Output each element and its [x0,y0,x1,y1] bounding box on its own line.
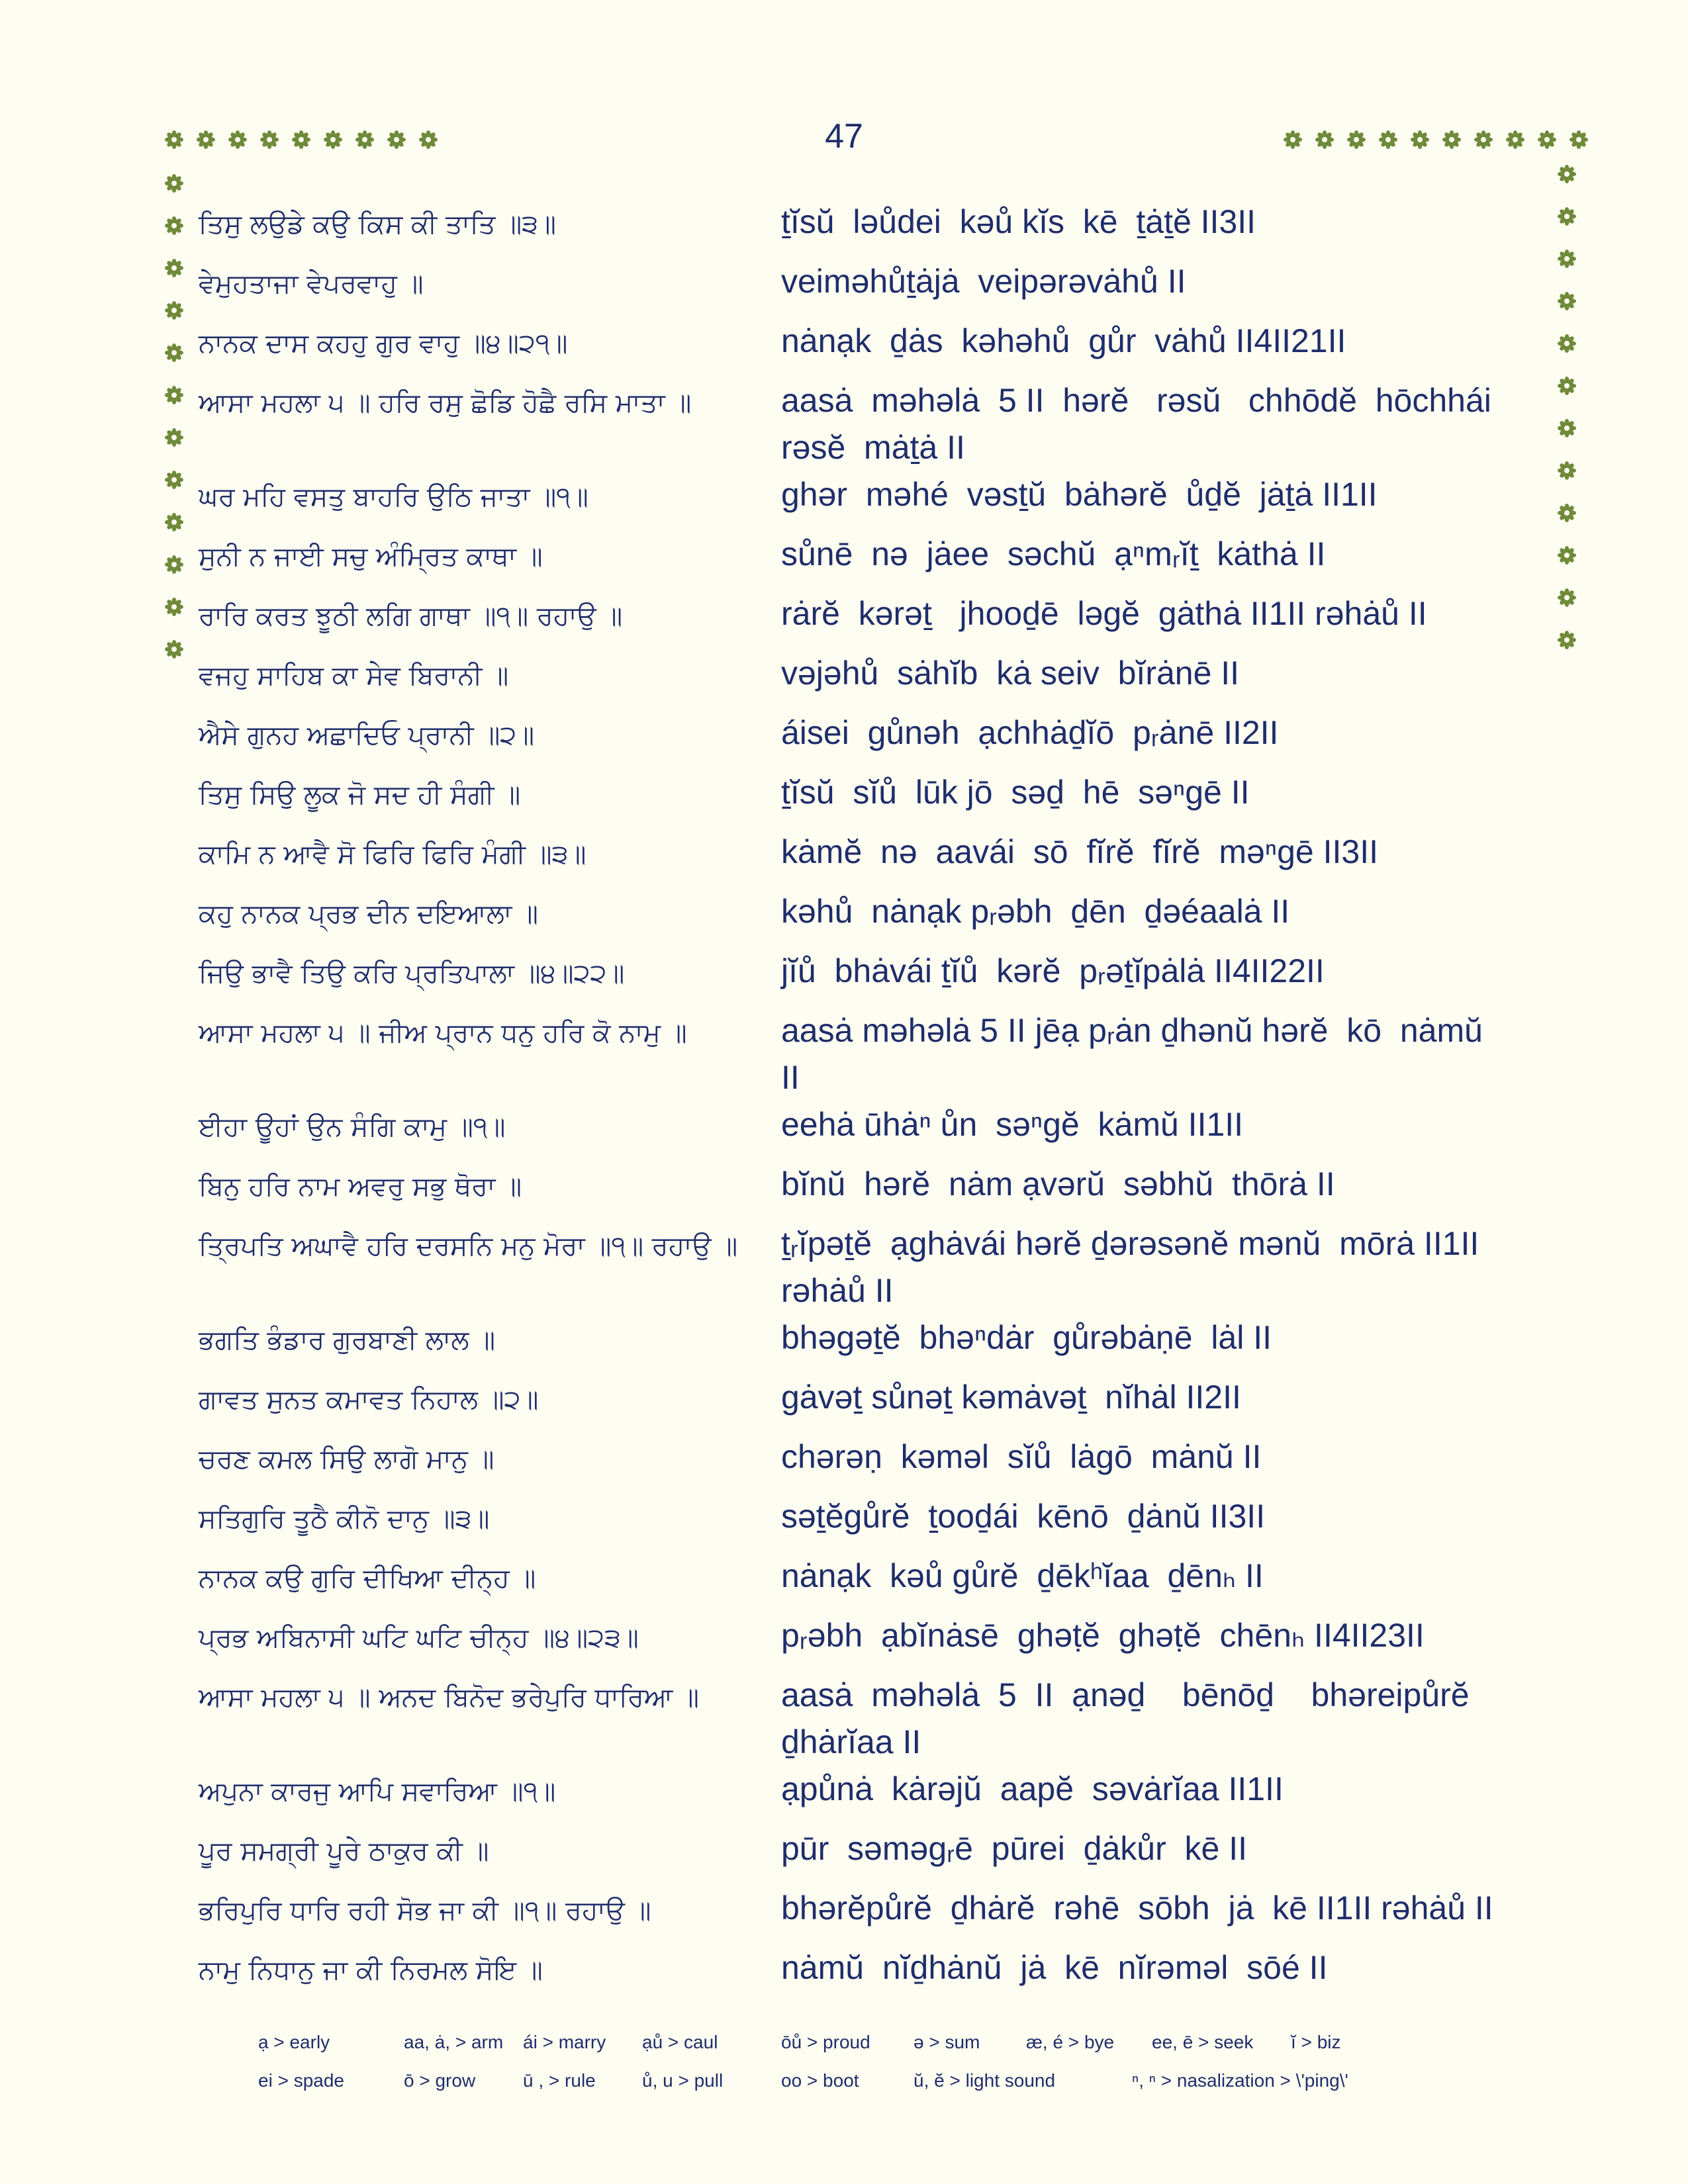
flower-icon [1557,334,1577,353]
flower-icon [355,130,375,150]
flower-icon [1557,206,1577,226]
verse-row [199,948,1529,1007]
verse-row [199,1612,1529,1672]
verse-row [199,709,1529,769]
flower-icon [387,130,406,150]
flower-icon [164,385,184,405]
flower-icon [1557,164,1577,184]
verse-row [199,531,1529,590]
gurmukhi-line: ਸਤਿਗੁਰਿ ਤੂਠੈ ਕੀਨੋ ਦਾਨੁ ॥੩॥ [199,1504,490,1534]
transliteration-line: nȧmŭ nĭḏhȧnŭ jȧ kē nĭrəməl sōé II [781,1949,1328,1986]
gurmukhi-line: ਵੇਮੁਹਤਾਜਾ ਵੇਪਰਵਾਹੁ ॥ [199,269,424,299]
transliteration-line: bhərĕpůrĕ ḏhȧrĕ rəhē sōbh jȧ kē II1II rəhȧů II [781,1889,1493,1927]
transliteration-line: aasȧ məhəlȧ 5 II jēạ pᵣȧn ḏhənŭ hərĕ kō nȧmŭ II [781,1012,1483,1096]
flower-icon [164,216,184,236]
flower-icon [1537,130,1557,150]
verse-row [199,1433,1529,1493]
legend-item: ū , > rule [523,2070,596,2091]
gurmukhi-line: ਵਜਹੁ ਸਾਹਿਬ ਕਾ ਸੇਵ ਬਿਰਾਨੀ ॥ [199,660,509,691]
flower-icon [1557,545,1577,565]
transliteration-line: nȧnạk kəů gůrĕ ḏēkʰĭaa ḏēnₕ II [781,1557,1264,1594]
gurmukhi-line: ਆਸਾ ਮਹਲਾ ੫ ॥ ਜੀਅ ਪ੍ਰਾਨ ਧਨੁ ਹਰਿ ਕੋ ਨਾਮੁ ॥ [199,1018,687,1048]
gurmukhi-line: ਗਾਵਤ ਸੁਨਤ ਕਮਾਵਤ ਨਿਹਾਲ ॥੨॥ [199,1385,539,1415]
transliteration-line: kəhů nȧnạk pᵣəbh ḏēn ḏəéaalȧ II [781,893,1290,930]
gurmukhi-line: ਜਿਉ ਭਾਵੈ ਤਿਉ ਕਰਿ ਪ੍ਰਤਿਪਾਲਾ ॥੪॥੨੨॥ [199,958,625,989]
ornament-border-right [1557,164,1577,672]
flower-icon [196,130,216,150]
verse-row [199,590,1529,650]
flower-icon [164,639,184,659]
legend-item: oo > boot [781,2070,859,2091]
legend-item: ee, ē > seek [1152,2032,1254,2052]
transliteration-line: áisei gůnəh ạchhȧḏĭō pᵣȧnē II2II [781,714,1279,751]
flower-icon [323,130,343,150]
transliteration-line: vəjəhů sȧhĭb kȧ seiv bĭrȧnē II [781,655,1240,692]
transliteration-line: səṯĕgůrĕ ṯooḏái kēnō ḏȧnŭ II3II [781,1498,1266,1535]
transliteration-line: ṯĭsŭ ləůdei kəů kĭs kē ṯȧṯĕ II3II [781,203,1256,240]
verse-row [199,1493,1529,1553]
flower-icon [1442,130,1462,150]
transliteration-line: bĭnŭ hərĕ nȧm ạvərŭ səbhŭ thōrȧ II [781,1165,1335,1203]
gurmukhi-line: ਪ੍ਰਭ ਅਬਿਨਾਸੀ ਘਟਿ ਘਟਿ ਚੀਨ੍ਹ ॥੪॥੨੩॥ [199,1623,639,1653]
flower-icon [164,258,184,278]
transliteration-line: aasȧ məhəlȧ 5 II ạnəḏ bēnōḏ bhəreipůrĕ ḏhȧrĭaa II [781,1676,1470,1760]
flower-icon [1315,130,1335,150]
legend-item: ạů > caul [642,2032,718,2052]
flower-icon [1283,130,1303,150]
verse-list [199,199,1529,2004]
legend-item: æ, é > bye [1026,2032,1115,2052]
ornament-border-top-right [1283,130,1601,150]
gurmukhi-line: ਕਹੁ ਨਾਨਕ ਪ੍ਰਭ ਦੀਨ ਦਇਆਲਾ ॥ [199,899,538,929]
flower-icon [291,130,311,150]
legend-item: ⁿ, ⁿ > nasalization > \'ping\' [1132,2070,1348,2091]
gurmukhi-line: ਭਰਿਪੁਰਿ ਧਾਰਿ ਰਹੀ ਸੋਭ ਜਾ ਕੀ ॥੧॥ ਰਹਾਉ ॥ [199,1895,651,1926]
flower-icon [164,470,184,490]
legend-row [258,2032,1516,2070]
flower-icon [228,130,248,150]
gurmukhi-line: ਰਾਰਿ ਕਰਤ ਝੂਠੀ ਲਗਿ ਗਾਥਾ ॥੧॥ ਰਹਾਉ ॥ [199,601,623,631]
verse-row [199,1101,1529,1161]
verse-row [199,1553,1529,1612]
verse-row [199,1766,1529,1825]
verse-row [199,1161,1529,1220]
legend-item: ạ > early [258,2032,330,2052]
gurmukhi-line: ਐਸੇ ਗੁਨਹ ਅਛਾਦਿਓ ਪ੍ਰਾਨੀ ॥੨॥ [199,720,535,751]
legend-item: ō > grow [404,2070,476,2091]
transliteration-line: chərəṇ kəməl sĭů lȧgō mȧnŭ II [781,1438,1262,1475]
flower-icon [164,343,184,363]
verse-row [199,1374,1529,1433]
legend-item: ĭ > biz [1291,2032,1341,2052]
verse-row [199,1220,1529,1314]
gurmukhi-line: ਘਰ ਮਹਿ ਵਸਤੁ ਬਾਹਰਿ ਉਠਿ ਜਾਤਾ ॥੧॥ [199,482,588,512]
gurmukhi-line: ਆਸਾ ਮਹਲਾ ੫ ॥ ਅਨਦ ਬਿਨੋਦ ਭਰੇਪੁਰਿ ਧਾਰਿਆ ॥ [199,1682,699,1713]
flower-icon [164,428,184,447]
ornament-border-left [164,173,184,682]
verse-row [199,1825,1529,1885]
gurmukhi-line: ਕਾਮਿ ਨ ਆਵੈ ਸੋ ਫਿਰਿ ਫਿਰਿ ਮੰਗੀ ॥੩॥ [199,839,586,870]
verse-row [199,829,1529,888]
legend-item: ů, u > pull [642,2070,724,2091]
transliteration-line: rȧrĕ kərəṯ jhooḏē ləgĕ gȧthȧ II1II rəhȧů II [781,595,1427,632]
verse-row [199,318,1529,377]
legend-item: ái > marry [523,2032,606,2052]
transliteration-line: gȧvəṯ sůnəṯ kəmȧvəṯ nĭhȧl II2II [781,1379,1241,1416]
flower-icon [1557,418,1577,438]
flower-icon [1557,291,1577,311]
transliteration-line: eehȧ ūhȧⁿ ůn səⁿgĕ kȧmŭ II1II [781,1106,1244,1143]
flower-icon [164,555,184,574]
transliteration-line: bhəgəṯĕ bhəⁿdȧr gůrəbȧṇē lȧl II [781,1319,1272,1356]
flower-icon [1410,130,1430,150]
flower-icon [1557,376,1577,396]
flower-icon [164,512,184,532]
ornament-border-top-left [164,130,450,150]
gurmukhi-line: ਭਗਤਿ ਭੰਡਾਰ ਗੁਰਬਾਣੀ ਲਾਲ ॥ [199,1325,496,1355]
legend-item: ŭ, ĕ > light sound [914,2070,1056,2091]
flower-icon [1557,461,1577,480]
flower-icon [1557,588,1577,608]
gurmukhi-line: ਨਾਮੁ ਨਿਧਾਨੁ ਜਾ ਕੀ ਨਿਰਮਲ ਸੋਇ ॥ [199,1955,543,1985]
legend-item: ə > sum [914,2032,980,2052]
gurmukhi-line: ਪੂਰ ਸਮਗ੍ਰੀ ਪੂਰੇ ਠਾਕੁਰ ਕੀ ॥ [199,1836,489,1866]
gurmukhi-line: ਈਹਾ ਊਹਾਂ ਉਨ ਸੰਗਿ ਕਾਮੁ ॥੧॥ [199,1112,506,1142]
flower-icon [1557,630,1577,650]
page-number: 47 [825,117,863,156]
gurmukhi-line: ਸੁਨੀ ਨ ਜਾਈ ਸਚੁ ਅੰਮ੍ਰਿਤ ਕਾਥਾ ॥ [199,541,543,572]
gurmukhi-line: ਤਿਸੁ ਲਉਡੇ ਕਉ ਕਿਸ ਕੀ ਤਾਤਿ ॥੩॥ [199,209,557,240]
gurmukhi-line: ਨਾਨਕ ਕਉ ਗੁਰਿ ਦੀਖਿਆ ਦੀਨ੍ਹ ॥ [199,1563,536,1594]
verse-row [199,1007,1529,1101]
verse-row [199,377,1529,471]
verse-row [199,199,1529,258]
gurmukhi-line: ਤਿਸੁ ਸਿਉ ਲੂਕ ਜੋ ਸਦ ਹੀ ਸੰਗੀ ॥ [199,780,521,810]
gurmukhi-line: ਆਸਾ ਮਹਲਾ ੫ ॥ ਹਰਿ ਰਸੁ ਛੋਡਿ ਹੋਛੈ ਰਸਿ ਮਾਤਾ ॥ [199,388,692,418]
flower-icon [1557,503,1577,523]
flower-icon [1346,130,1366,150]
legend-row [258,2070,1516,2109]
gurmukhi-line: ਬਿਨੁ ਹਰਿ ਨਾਮ ਅਵਰੁ ਸਭੁ ਥੋਰਾ ॥ [199,1171,522,1202]
verse-row [199,1672,1529,1766]
verse-row [199,769,1529,829]
gurmukhi-line: ਨਾਨਕ ਦਾਸ ਕਹਹੁ ਗੁਰ ਵਾਹੁ ॥੪॥੨੧॥ [199,328,568,359]
verse-row [199,888,1529,948]
transliteration-line: ghər məhé vəsṯŭ bȧhərĕ ůḏĕ jȧṯȧ II1II [781,476,1378,513]
flower-icon [259,130,279,150]
pronunciation-legend [258,2032,1516,2109]
transliteration-line: nȧnạk ḏȧs kəhəhů gůr vȧhů II4II21II [781,322,1346,359]
flower-icon [1569,130,1589,150]
transliteration-line: veiməhůṯȧjȧ veipərəvȧhů II [781,263,1186,300]
flower-icon [164,597,184,617]
transliteration-line: ṯĭsŭ sĭů lūk jō səḏ hē səⁿgē II [781,774,1250,811]
verse-row [199,1314,1529,1374]
verse-row [199,1885,1529,1944]
gurmukhi-line: ਤ੍ਰਿਪਤਿ ਅਘਾਵੈ ਹਰਿ ਦਰਸਨਿ ਮਨੁ ਮੋਰਾ ॥੧॥ ਰਹਾਉ ॥ [199,1231,738,1261]
transliteration-line: pᵣəbh ạbĭnȧsē ghəṭĕ ghəṭĕ chēnₕ II4II23II [781,1617,1425,1654]
transliteration-line: jĭů bhȧvái ṯĭů kərĕ pᵣəṯĭpȧlȧ II4II22II [781,952,1325,989]
flower-icon [164,173,184,193]
flower-icon [1557,249,1577,269]
flower-icon [418,130,438,150]
transliteration-line: kȧmĕ nə aavái sō fĭrĕ fĭrĕ məⁿgē II3II [781,833,1378,870]
flower-icon [164,300,184,320]
transliteration-line: ṯᵣĭpəṯĕ ạghȧvái hərĕ ḏərəsənĕ mənŭ mōrȧ II1II rəhȧů II [781,1225,1479,1309]
legend-item: ei > spade [258,2070,344,2091]
verse-row [199,650,1529,709]
transliteration-line: sůnē nə jȧee səchŭ ạⁿmᵣĭṯ kȧthȧ II [781,535,1326,572]
legend-item: ōů > proud [781,2032,870,2052]
transliteration-line: ạpůnȧ kȧrəjŭ aapĕ səvȧrĭaa II1II [781,1770,1284,1807]
gurmukhi-line: ਅਪੁਨਾ ਕਾਰਜੁ ਆਪਿ ਸਵਾਰਿਆ ॥੧॥ [199,1776,556,1807]
transliteration-line: pūr səməgᵣē pūrei ḏȧkůr kē II [781,1830,1248,1867]
gurmukhi-line: ਚਰਣ ਕਮਲ ਸਿਉ ਲਾਗੋ ਮਾਨੁ ॥ [199,1444,494,1475]
flower-icon [1378,130,1398,150]
transliteration-line: aasȧ məhəlȧ 5 II hərĕ rəsŭ chhōdĕ hōchhái rəsĕ mȧṯȧ II [781,382,1491,466]
legend-item: aa, ȧ, > arm [404,2032,504,2052]
verse-row [199,1944,1529,2004]
flower-icon [1474,130,1493,150]
verse-row [199,471,1529,531]
flower-icon [1505,130,1525,150]
flower-icon [164,130,184,150]
verse-row [199,258,1529,318]
